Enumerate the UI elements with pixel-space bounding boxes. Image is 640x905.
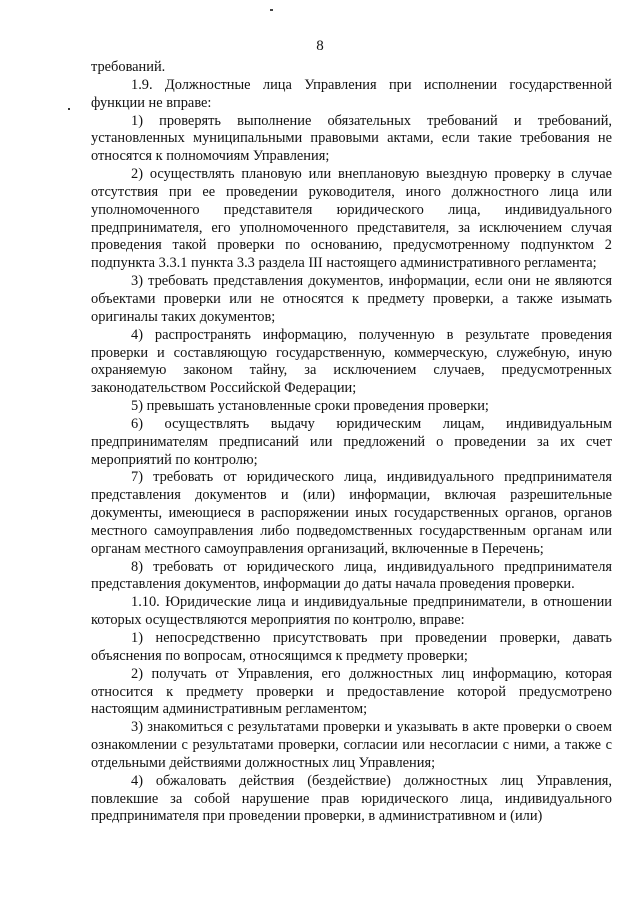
scan-dot xyxy=(68,108,70,110)
page-number: 8 xyxy=(316,38,324,54)
paragraph-1-9-item-1: 1) проверять выполнение обязательных требований и требований, установленных муниципальными правовыми актами, если такие требования не относятся к полномочиям Управления; xyxy=(91,112,612,165)
paragraph-1-10-item-1: 1) непосредственно присутствовать при проведении проверки, давать объяснения по вопросам, относящимся к предмету проверки; xyxy=(91,630,612,664)
paragraph-1-9-item-4: 4) распространять информацию, полученную в результате проведения проверки и составляющую государственную, коммерческую, служебную, иную охраняемую законом тайну, за исключением случаев, предусмотренных законодательством Российской Федерации; xyxy=(91,326,612,397)
paragraph-1-9-item-6: 6) осуществлять выдачу юридическим лицам, индивидуальным предпринимателям предписаний или предложений о проведении за их счет мероприятий по контролю; xyxy=(91,415,612,468)
paragraph-1-9-item-8: 8) требовать от юридического лица, индивидуального предпринимателя представления документов, информации до даты начала проведения проверки. xyxy=(91,558,612,593)
document-body xyxy=(91,59,612,826)
paragraph-1-10: 1.10. Юридические лица и индивидуальные предприниматели, в отношении которых осуществляются мероприятия по контролю, вправе: xyxy=(91,594,612,629)
paragraph-1-10-item-2: 2) получать от Управления, его должностных лиц информацию, которая относится к предмету проверки и предоставление которой предусмотрено настоящим административным регламентом; xyxy=(91,665,612,718)
paragraph-1-10-item-4: 4) обжаловать действия (бездействие) должностных лиц Управления, повлекшие за собой нарушение прав юридического лица, индивидуального предпринимателя при проведении проверки, в административном и (или) xyxy=(91,772,612,825)
paragraph-1-9-item-3: 3) требовать представления документов, информации, если они не являются объектами проверки или не относятся к предмету проверки, а также изымать оригиналы таких документов; xyxy=(91,273,612,325)
paragraph-1-9-item-5: 5) превышать установленные сроки проведения проверки; xyxy=(131,398,489,415)
paragraph-1-10-item-3: 3) знакомиться с результатами проверки и указывать в акте проверки о своем ознакомлении с результатами проверки, согласии или несогласии с ними, а также с отдельными действиями должностных лиц Управления; xyxy=(91,719,612,771)
paragraph-1-9-item-7: 7) требовать от юридического лица, индивидуального предпринимателя представления документов и (или) информации, включая разрешительные документы, имеющиеся в распоряжении иных государственных органов, органов местного самоуправления либо подведомственных государственным органам или органам местного самоуправления организаций, включенные в Перечень; xyxy=(91,469,612,557)
paragraph-1-9: 1.9. Должностные лица Управления при исполнении государственной функции не вправе: xyxy=(91,76,612,111)
paragraph-continuation: требований. xyxy=(91,59,166,75)
scan-mark xyxy=(270,9,273,11)
paragraph-1-9-item-2: 2) осуществлять плановую или внеплановую выездную проверку в случае отсутствия при ее проведении руководителя, иного должностного лица или уполномоченного представителя юридического лица, индивидуального предпринимателя, его уполномоченного представителя, за исключением случая проведения такой проверки по основанию, предусмотренному подпунктом 2 подпункта 3.3.1 пункта 3.3 раздела III настоящего административного регламента; xyxy=(91,166,612,272)
